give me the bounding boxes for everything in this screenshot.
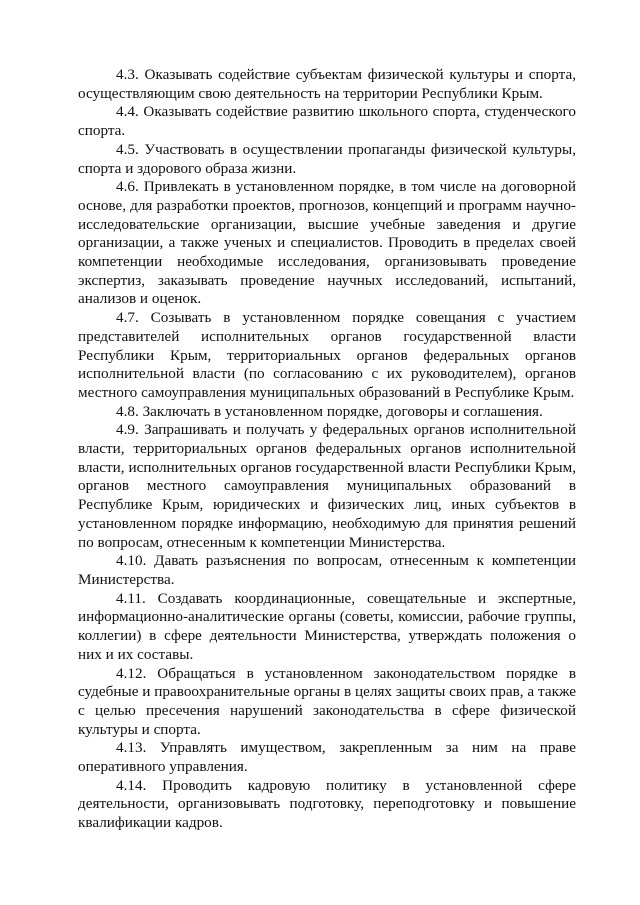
paragraph-4-11: 4.11. Создавать координационные, совещательные и экспертные, информационно-аналитические органы (советы, комиссии, рабочие группы, коллегии) в сфере деятельности Министерства, утверждать положения о них и их составы. [78, 589, 576, 663]
paragraph-4-9: 4.9. Запрашивать и получать у федеральных органов исполнительной власти, территориальных органов федеральных органов исполнительной власти, исполнительных органов государственной власти Республики Крым, органов местного самоуправления муниципальных образований в Республике Крым, юридических и физических лиц, иных субъектов в установленном порядке информацию, необходимую для принятия решений по вопросам, отнесенным к компетенции Министерства. [78, 421, 576, 551]
paragraph-4-3: 4.3. Оказывать содействие субъектам физической культуры и спорта, осуществляющим свою деятельность на территории Республики Крым. [78, 66, 576, 102]
paragraph-4-8: 4.8. Заключать в установленном порядке, договоры и соглашения. [116, 402, 543, 420]
paragraph-4-5: 4.5. Участвовать в осуществлении пропаганды физической культуры, спорта и здорового образа жизни. [78, 140, 576, 177]
paragraph-4-4: 4.4. Оказывать содействие развитию школьного спорта, студенческого спорта. [78, 103, 576, 140]
paragraph-4-7: 4.7. Созывать в установленном порядке совещания с участием представителей исполнительных органов государственной власти Республики Крым, территориальных органов федеральных органов исполнительной власти (по согласованию с их руководителем), органов местного самоуправления муниципальных образований в Республике Крым. [78, 309, 576, 401]
paragraph-4-6: 4.6. Привлекать в установленном порядке, в том числе на договорной основе, для разработки проектов, прогнозов, концепций и программ научно-исследовательские организации, высшие учебные заведения и другие организации, а также ученых и специалистов. Проводить в пределах своей компетенции необходимые исследования, организовывать проведение экспертиз, заказывать проведение научных исследований, испытаний, анализов и оценок. [78, 178, 576, 308]
paragraph-4-13: 4.13. Управлять имуществом, закрепленным за ним на праве оперативного управления. [78, 739, 576, 776]
document-body [78, 66, 576, 833]
paragraph-4-12: 4.12. Обращаться в установленном законодательством порядке в судебные и правоохранительные органы в целях защиты своих прав, а также с целью пресечения нарушений законодательства в сфере физической культуры и спорта. [78, 664, 576, 738]
paragraph-4-10: 4.10. Давать разъяснения по вопросам, отнесенным к компетенции Министерства. [78, 552, 576, 588]
paragraph-4-14: 4.14. Проводить кадровую политику в установленной сфере деятельности, организовывать подготовку, переподготовку и повышение квалификации кадров. [78, 776, 576, 832]
